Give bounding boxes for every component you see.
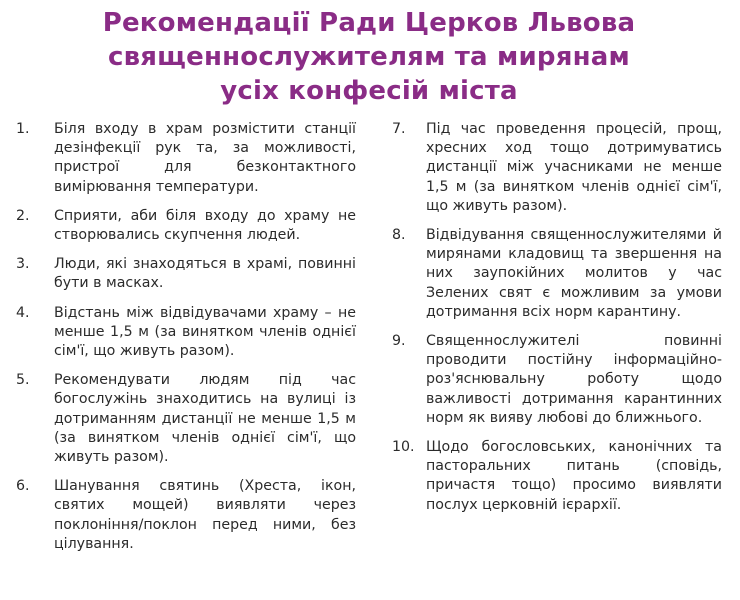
item-text: Під час проведення процесій, прощ, хресних ход тощо дотримуватись дистанції між учасниками не менше 1,5 м (за винятком членів однієї сім'ї, що живуть разом). [426,121,722,214]
list-item [16,255,356,293]
list-item [392,438,722,515]
item-text: Рекомендувати людям під час богослужінь знаходитись на вулиці із дотриманням дистанції не менше 1,5 м (за винятком членів однієї сім'ї, що живуть разом). [54,372,356,466]
list-item [392,226,722,322]
item-text: Священнослужителі повинні проводити постійну інформаційно-роз'яснювальну роботу щодо важливості дотримання карантинних норм як вияву любові до ближнього. [426,333,722,426]
list-item [16,477,356,554]
title-line-1: Рекомендації Ради Церков Львова [102,8,636,38]
list-item [392,332,722,428]
item-number: 1. [16,121,30,137]
item-number: 4. [16,304,30,321]
item-number: 2. [16,207,30,224]
item-number: 6. [16,478,30,495]
item-number: 7. [392,121,406,137]
list-item [16,304,356,362]
list-item [16,371,356,467]
item-number: 9. [392,333,406,350]
list-item [16,207,356,245]
item-text: Біля входу в храм розмістити станції дезінфекції рук та, за можливості, пристрої для безконтактного вимірювання температури. [54,121,356,195]
list-item [392,120,722,216]
recommendations-list-left [16,120,356,554]
right-column [392,120,722,564]
item-text: Відвідування священнослужителями й мирянами кладовищ та звершення на них заупокійних молитов у час Зелених свят є можливим за умови дотримання всіх норм карантину. [426,227,722,320]
item-number: 5. [16,372,30,389]
item-number: 3. [16,256,30,273]
left-column [16,120,356,564]
document-title [16,6,722,108]
item-text: Шанування святинь (Хреста, ікон, святих мощей) виявляти через поклоніння/поклон перед ними, без цілування. [54,478,356,552]
item-number: 8. [392,227,406,244]
item-text: Відстань між відвідувачами храму – не менше 1,5 м (за винятком членів однієї сім'ї, що живуть разом). [54,304,356,360]
item-text: Щодо богословських, канонічних та пасторальних питань (сповідь, причастя тощо) просимо виявляти послух церковній ієрархії. [426,439,722,513]
recommendations-columns [16,120,722,564]
title-line-3: усіх конфесій міста [220,76,518,106]
recommendations-list-right [392,120,722,515]
item-number: 10. [392,439,415,456]
item-text: Люди, які знаходяться в храмі, повинні бути в масках. [54,256,356,292]
title-line-2: священнослужителям та мирянам [108,42,630,72]
item-text: Сприяти, аби біля входу до храму не створювались скупчення людей. [54,207,356,244]
list-item [16,120,356,197]
